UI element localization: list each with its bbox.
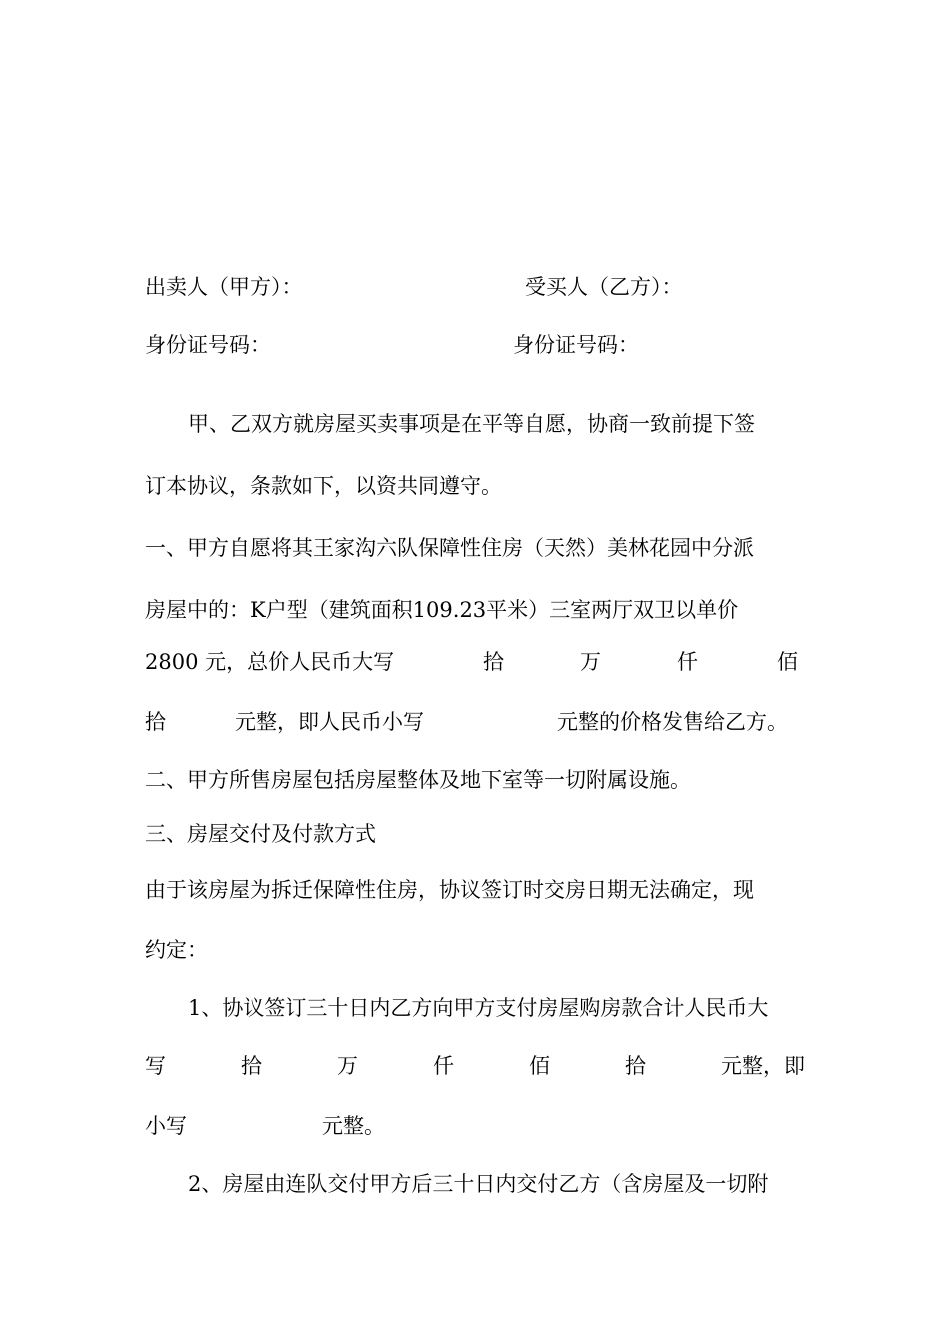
- buyer-id-label: 身份证号码：: [513, 333, 639, 357]
- unit-shi-3: 拾: [241, 1054, 262, 1078]
- text-yuan-zheng: 元整。: [322, 1114, 385, 1138]
- clause3-item1-line-2: [145, 1052, 805, 1080]
- clause1-line-3: [0, 648, 950, 676]
- seller-id-label: 身份证号码：: [145, 333, 271, 357]
- text-yuan-zheng-ji: 元整，即: [721, 1054, 805, 1078]
- unit-shi-2: 拾: [145, 710, 166, 734]
- clause3-title: 三、房屋交付及付款方式: [145, 822, 376, 846]
- clause1-price-end-text: 元整的价格发售给乙方。: [557, 710, 788, 734]
- buyer-label: 受买人（乙方）：: [525, 275, 683, 299]
- clause2-line-1: 二、甲方所售房屋包括房屋整体及地下室等一切附属设施。: [145, 768, 691, 792]
- clause1-price-text: 2800 元，总价人民币大写: [145, 650, 395, 674]
- text-xie: 写: [145, 1054, 166, 1078]
- unit-shi-4: 拾: [625, 1054, 646, 1078]
- clause1-line-2: 房屋中的：K户型（建筑面积109.23平米）三室两厅双卫以单价: [145, 598, 739, 622]
- seller-label: 出卖人（甲方）：: [145, 275, 303, 299]
- unit-shi: 拾: [483, 650, 504, 674]
- clause3-line-2: 约定：: [145, 938, 208, 962]
- clause1-line-1: 一、甲方自愿将其王家沟六队保障性住房（天然）美林花园中分派: [145, 536, 754, 560]
- clause3-item1-line-1: 1、协议签订三十日内乙方向甲方支付房屋购房款合计人民币大: [188, 996, 769, 1020]
- intro-line-2: 订本协议，条款如下，以资共同遵守。: [145, 474, 502, 498]
- clause3-line-1: 由于该房屋为拆迁保障性住房，协议签订时交房日期无法确定，现: [145, 878, 754, 902]
- unit-wan-2: 万: [337, 1054, 358, 1078]
- clause3-item1-line-3: [0, 1112, 950, 1140]
- unit-wan: 万: [580, 650, 601, 674]
- unit-qian: 仟: [677, 650, 698, 674]
- unit-bai: 佰: [777, 650, 798, 674]
- text-xiaoxie: 小写: [145, 1114, 187, 1138]
- unit-qian-2: 仟: [433, 1054, 454, 1078]
- clause3-item2-line-1: 2、房屋由连队交付甲方后三十日内交付乙方（含房屋及一切附: [188, 1172, 769, 1196]
- intro-line-1: 甲、乙双方就房屋买卖事项是在平等自愿，协商一致前提下签: [188, 412, 755, 436]
- clause1-line-4: [0, 708, 950, 736]
- clause1-small-amount-text: 元整，即人民币小写: [235, 710, 424, 734]
- unit-bai-2: 佰: [529, 1054, 550, 1078]
